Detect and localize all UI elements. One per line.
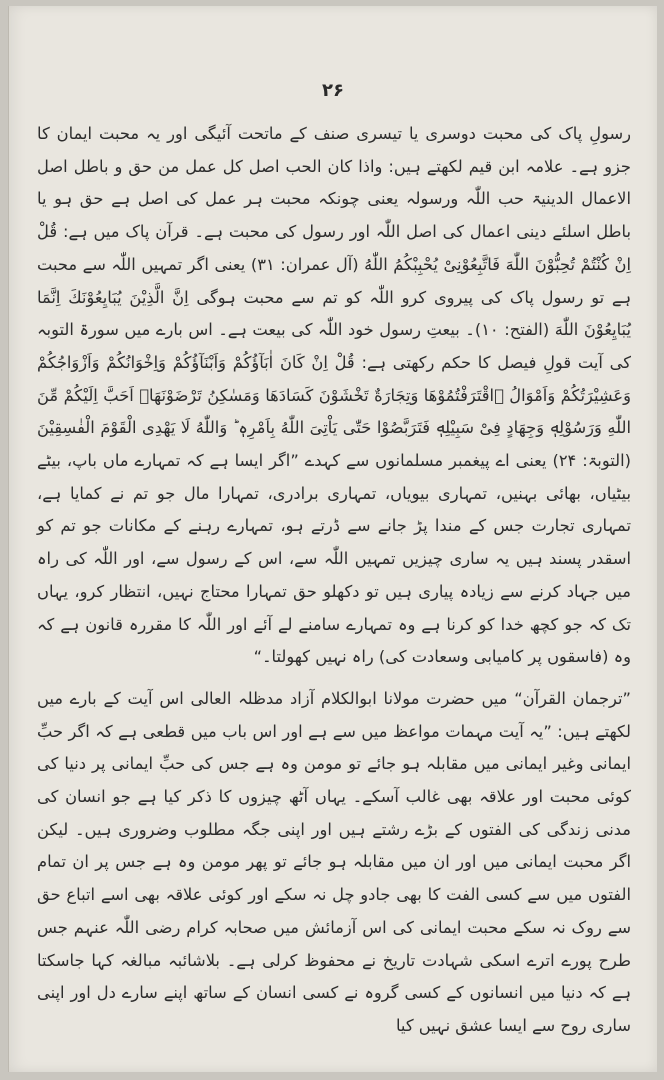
paragraph-gap xyxy=(37,674,631,683)
page-text xyxy=(37,118,632,1035)
quran-verse: قُلْ اِنْ كَانَ اٰبَآؤُكُمْ وَاَبْنَآؤُكُمْ وَاِخْوَانُكُمْ وَاَزْوَاجُكُمْ وَعَشِیْرَتُكُمْ وَاَمْوَالُ ﰳاقْتَرَفْتُمُوْهَا وَتِجَارَةٌ تَخْشَوْنَ كَسَادَهَا وَمَسٰكِنُ تَرْضَوْنَهَاۤ اَحَبَّ اِلَیْكُمْ مِّنَ اللّٰهِ وَرَسُوْلِهٖ وَجِهَادٍ فِیْ سَبِیْلِهٖ فَتَرَبَّصُوْا حَتّٰی یَاْتِیَ اللّٰهُ بِاَمْرِهٖ ؕ وَاللّٰهُ لَا یَهْدِی الْقَوْمَ الْفٰسِقِیْنَ xyxy=(37,352,631,438)
paragraph xyxy=(37,118,631,674)
urdu-text: رسولِ پاک کی محبت دوسری یا تیسری صنف کے ماتحت آئیگی اور یہ محبت ایمان کا جزو ہے۔ علامہ ابن قیم لکھتے ہیں: xyxy=(37,124,632,176)
urdu-text: ”ترجمان القرآن“ میں حضرت مولانا ابوالکلام آزاد مدظلہ العالی اس آیت کے بارے میں لکھتے ہیں: ”یہ آیت مہمات مواعظ میں سے ہے اور اس باب میں قطعی ہے کہ اگر حبِّ ایمانی وغیر ایمانی میں مقابلہ ہو جائے تو مومن وہ ہے جس کی حبِّ ایمانی پر دنیا کی کوئی محبت اور علاقہ بھی غالب آسکے۔ یہاں آٹھ چیزوں کا ذکر کیا ہے جو انسان کی مدنی زندگی کی الفتوں کے بڑے رشتے ہیں اور اپنی جگہ مطلوب وضروری ہیں۔ لیکن اگر محبت ایمانی میں اور ان میں مقابلہ ہو جائے تو پھر مومن وہ ہے جس پر ان تمام الفتوں میں سے کسی الفت کا بھی جادو چل نہ سکے اور کوئی علاقہ بھی اسے اتباع حق سے روک نہ سکے محبت ایمانی کی اس آزمائش میں صحابہ کرام رضی اللّٰہ عنہم جس طرح پورے اترے اسکی شہادت تاریخ نے محفوظ کرلی ہے۔ بلاشائبہ مبالغہ کہا جاسکتا ہے کہ دنیا میں انسانوں کے کسی گروہ نے کسی انسان کے ساتھ اپنے سارے دل اور اپنی ساری روح سے ایسا عشق نہیں کیا xyxy=(37,688,631,1035)
urdu-text: (التوبۃ: ۲۴) یعنی اے پیغمبر مسلمانوں سے کہدے ”اگر ایسا ہے کہ تمہارے ماں باپ، بیٹے بیٹیاں، بھائی بہنیں، تمہاری بیویاں، تمہاری برادری، تمہارا مال جو تم نے کمایا ہے، تمہاری تجارت جس کے مندا پڑ جانے سے ڈرتے ہو، تمہارے رہنے کے مکانات جو تم کو اسقدر پسند ہیں یہ ساری چیزیں تمہیں اللّٰہ سے، اس کے رسول سے، اور اللّٰہ کی راہ میں جہاد کرنے سے زیادہ پیاری ہیں تو دکھلو حق تمہارا محتاج نہیں، انتظار کرو، یہاں تک کہ جو کچھ خدا کو کرنا ہے وہ تمہارے سامنے لے آئے اور اللّٰہ کا مقررہ قانون ہے کہ وہ (فاسقوں پر کامیابی وسعادت کی) راہ نہیں کھولتا۔“ xyxy=(37,451,631,667)
paragraph xyxy=(37,683,631,1043)
quran-verse: اِنَّ الَّذِیْنَ یُبَایِعُوْنَكَ اِنَّمَا یُبَایِعُوْنَ اللّٰهَ xyxy=(37,287,632,340)
urdu-text: یعنی چونکہ محبت ہر عمل کی اصل ہے حق ہو یا باطل اسلئے دینی اعمال کی اصل اللّٰہ اور رسول کی محبت ہے۔ قرآن پاک میں ہے: xyxy=(37,189,631,242)
urdu-text: (الفتح: ۱۰)۔ بیعتِ رسول خود اللّٰہ کی بیعت ہے۔ اس بارے میں سورۃ التوبہ کی آیت قولِ فیصل کا حکم رکھتی ہے: xyxy=(37,320,631,372)
quran-verse: قُلْ اِنْ کُنْتُمْ تُحِبُّوْنَ اللّٰهَ فَاتَّبِعُوْنِیْ یُحْبِبْكُمُ اللّٰهُ xyxy=(37,222,631,274)
urdu-text: (آل عمران: ۳۱) یعنی اگر تمہیں اللّٰہ سے محبت ہے تو رسول پاک کی پیروی کرو اللّٰہ کو تم سے محبت ہوگی xyxy=(37,254,631,307)
book-page xyxy=(8,6,657,1072)
page-number: ۲۶ xyxy=(322,80,344,101)
arabic-quote: واذا کان الحب اصل کل عمل من حق و باطل اصل الاعمال الدینیۃ حب اللّٰہ ورسولہ xyxy=(37,156,631,209)
